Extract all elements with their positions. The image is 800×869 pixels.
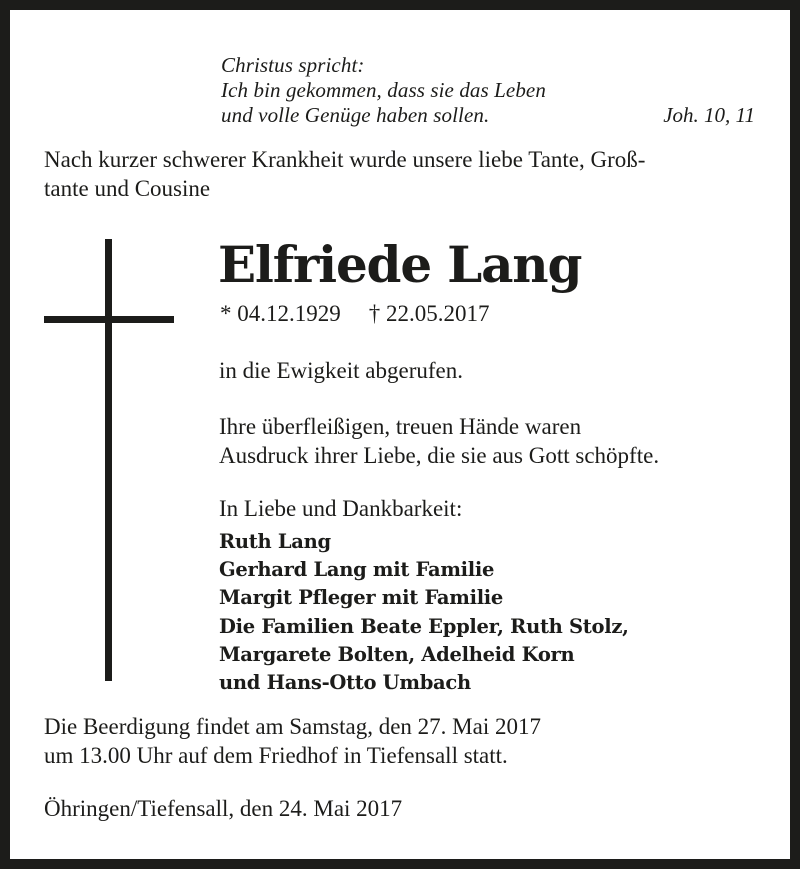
- cross-vertical-bar: [105, 239, 112, 681]
- deceased-name: Elfriede Lang: [218, 235, 582, 294]
- signer: Margit Pfleger mit Familie: [219, 586, 504, 610]
- signer: Gerhard Lang mit Familie: [219, 558, 495, 582]
- place-and-date: Öhringen/Tiefensall, den 24. Mai 2017: [44, 796, 403, 821]
- bible-reference: Joh. 10, 11: [663, 103, 755, 127]
- signer: und Hans-Otto Umbach: [219, 671, 471, 695]
- funeral-line: um 13.00 Uhr auf dem Friedhof in Tiefensall statt.: [44, 743, 508, 768]
- life-dates: [220, 300, 490, 328]
- signer: Ruth Lang: [219, 530, 331, 553]
- intro-text: [44, 145, 645, 203]
- signer: Margarete Bolten, Adelheid Korn: [219, 642, 575, 666]
- signer: Die Familien Beate Eppler, Ruth Stolz,: [219, 614, 629, 638]
- funeral-info: [44, 712, 541, 770]
- birth-date: * 04.12.1929: [220, 301, 341, 326]
- tribute-line: Ausdruck ihrer Liebe, die sie aus Gott schöpfte.: [219, 443, 660, 468]
- closing-text: In Liebe und Dankbarkeit:: [219, 496, 463, 521]
- intro-line: Nach kurzer schwerer Krankheit wurde unsere liebe Tante, Groß-: [44, 147, 646, 172]
- bible-quote: [221, 53, 546, 128]
- funeral-line: Die Beerdigung findet am Samstag, den 27. Mai 2017: [44, 714, 541, 739]
- tribute-text: [219, 412, 659, 470]
- quote-line: Ich bin gekommen, dass sie das Leben: [221, 78, 546, 102]
- death-date: † 22.05.2017: [368, 301, 490, 326]
- cross-horizontal-bar: [44, 316, 174, 323]
- signers-list: [219, 528, 629, 697]
- obituary-notice: [10, 10, 790, 859]
- intro-line: tante und Cousine: [44, 176, 211, 201]
- quote-line: und volle Genüge haben sollen.: [221, 103, 490, 127]
- tribute-line: Ihre überfleißigen, treuen Hände waren: [219, 414, 582, 439]
- called-away-text: in die Ewigkeit abgerufen.: [219, 358, 463, 383]
- quote-line: Christus spricht:: [221, 53, 365, 77]
